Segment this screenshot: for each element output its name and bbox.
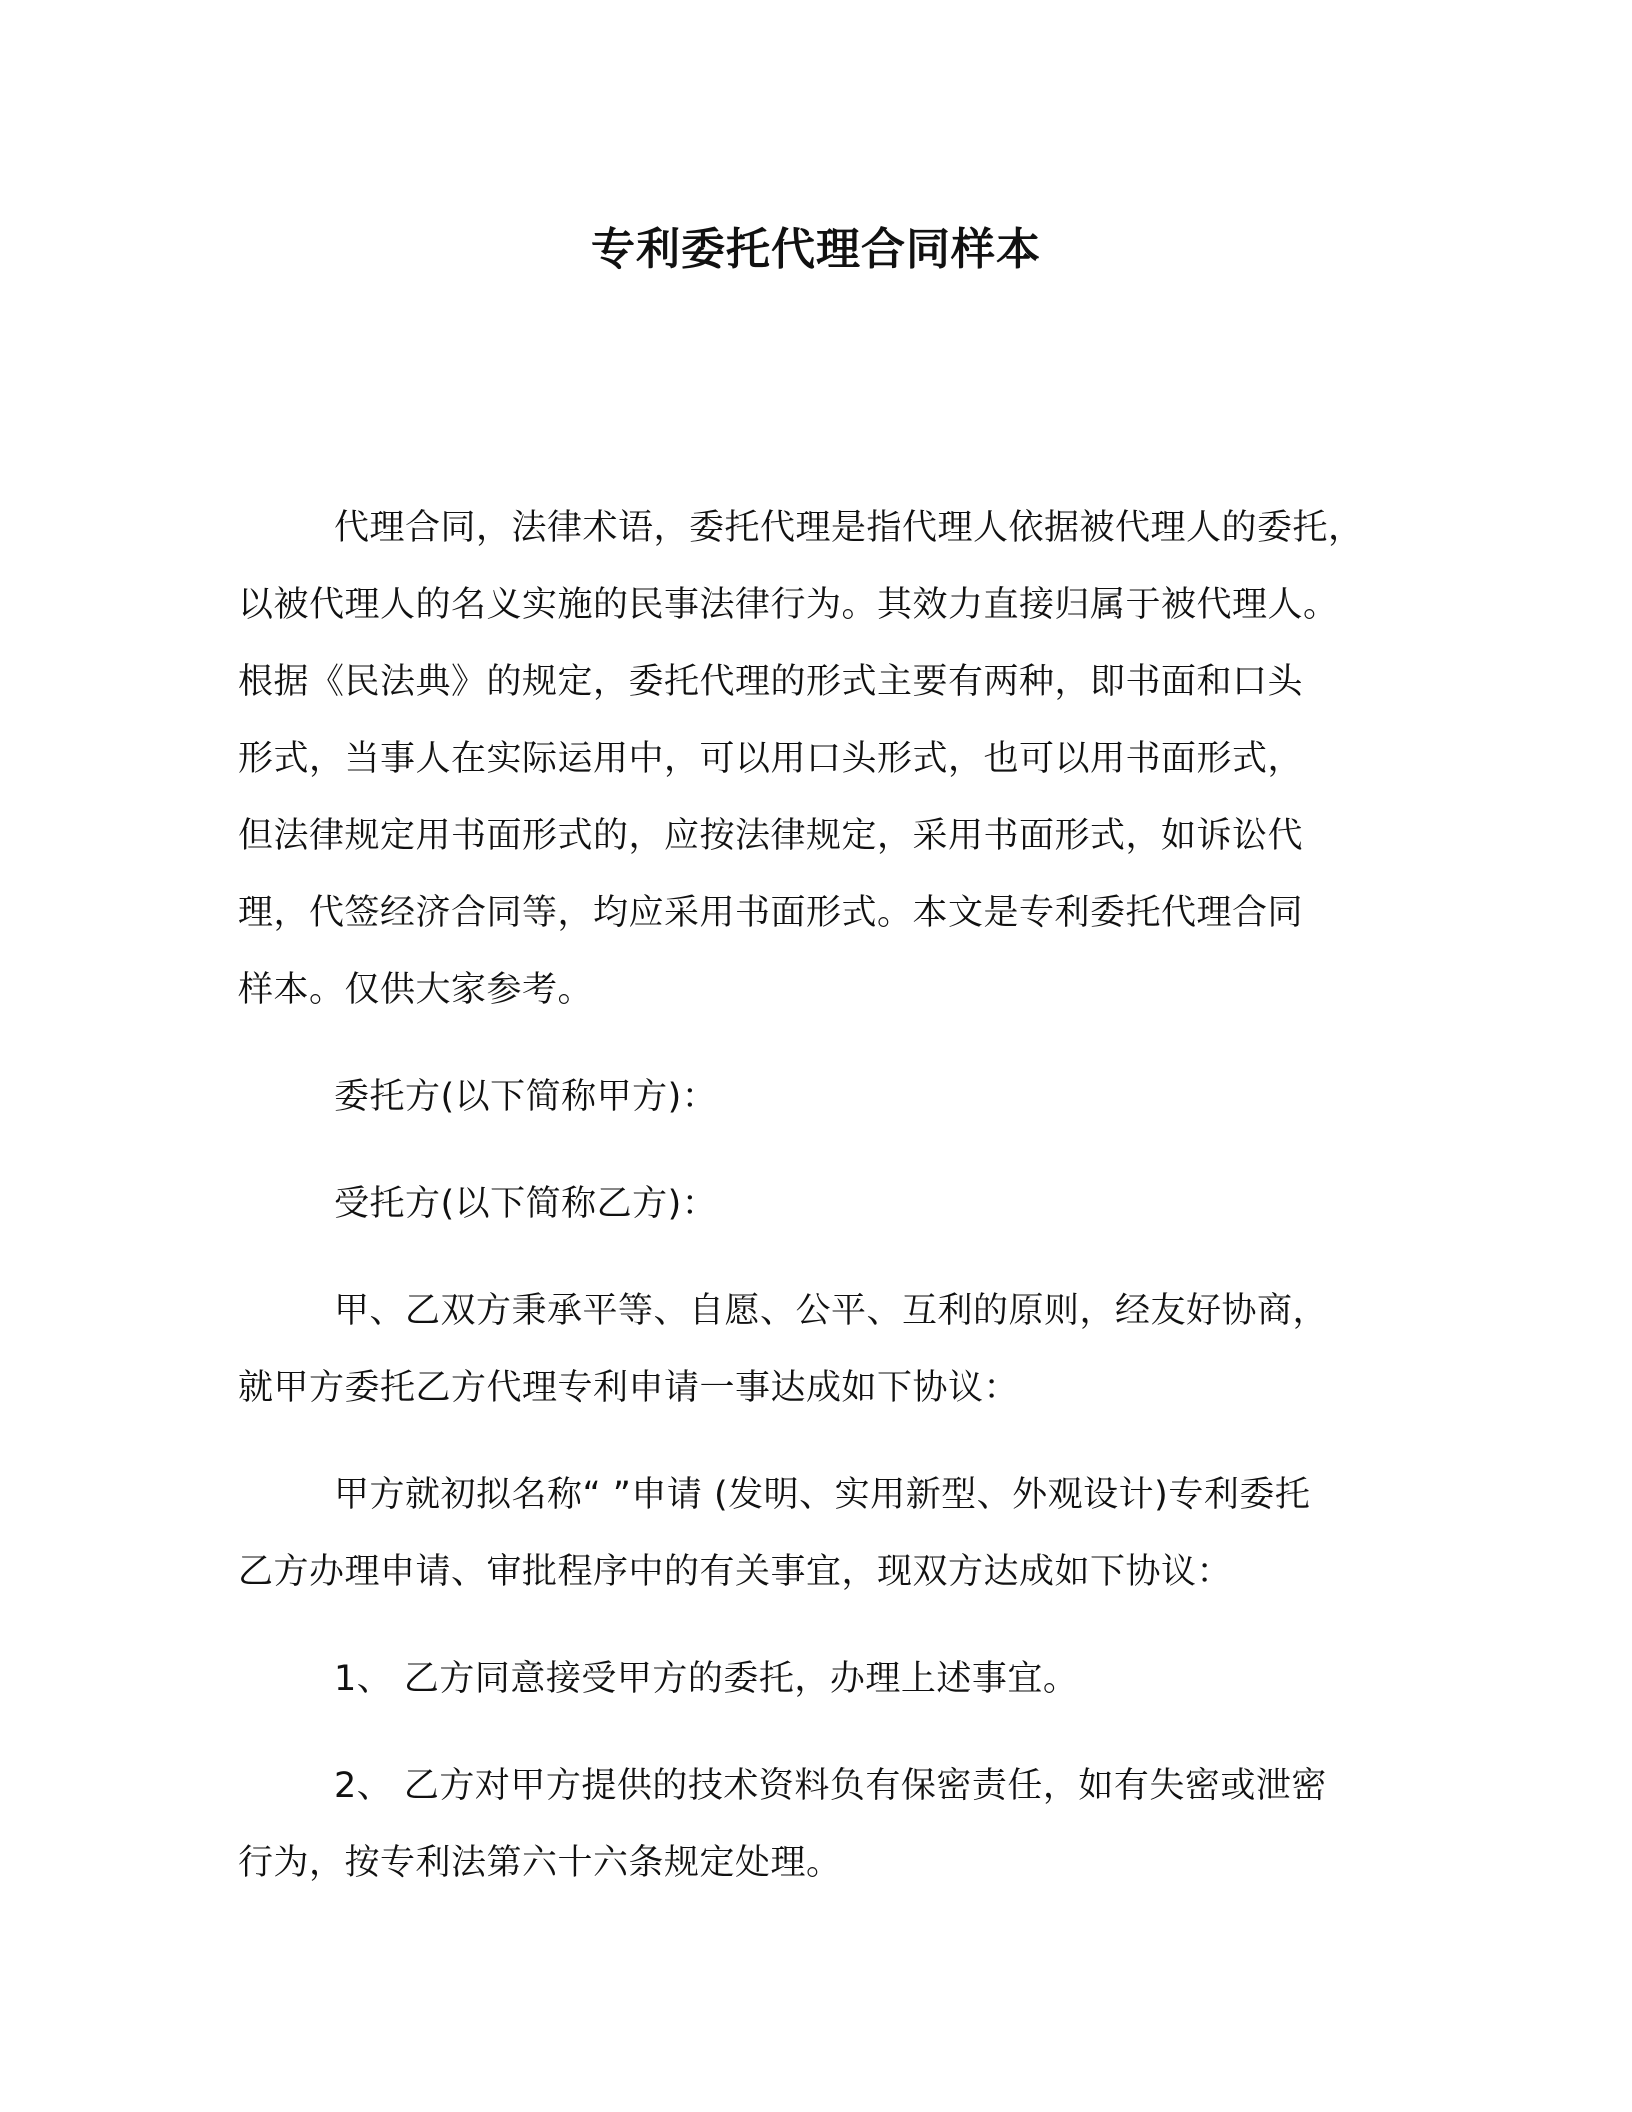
- intro-line: 形式，当事人在实际运用中，可以用口头形式，也可以用书面形式，: [238, 739, 1304, 779]
- matter-line: 甲方就初拟名称“ ”申请 (发明、实用新型、外观设计)专利委托: [334, 1475, 1311, 1515]
- document-title: 专利委托代理合同样本: [591, 224, 1041, 275]
- clause-1-line: 1、 乙方同意接受甲方的委托，办理上述事宜。: [334, 1659, 1079, 1699]
- intro-line: 但法律规定用书面形式的，应按法律规定，采用书面形式，如诉讼代: [238, 816, 1304, 856]
- intro-line: 样本。仅供大家参考。: [238, 970, 594, 1010]
- agreement-line: 甲、乙双方秉承平等、自愿、公平、互利的原则，经友好协商，: [334, 1291, 1329, 1331]
- intro-line: 理，代签经济合同等，均应采用书面形式。本文是专利委托代理合同: [238, 893, 1304, 933]
- party-a-line: [238, 1059, 1388, 1136]
- party-b-line: [238, 1166, 1388, 1243]
- intro-paragraph: [238, 490, 1388, 1029]
- clause-2-line: 2、 乙方对甲方提供的技术资料负有保密责任，如有失密或泄密: [334, 1766, 1327, 1806]
- clause-2: [238, 1748, 1388, 1902]
- clause-2-line: 行为，按专利法第六十六条规定处理。: [238, 1843, 842, 1883]
- party-a-text: 委托方(以下简称甲方)：: [334, 1077, 718, 1117]
- agreement-line: 就甲方委托乙方代理专利申请一事达成如下协议：: [238, 1368, 1020, 1408]
- clause-1: [238, 1641, 1388, 1718]
- intro-line: 根据《民法典》的规定，委托代理的形式主要有两种，即书面和口头: [238, 662, 1304, 702]
- matter-paragraph: [238, 1457, 1388, 1611]
- matter-line: 乙方办理申请、审批程序中的有关事宜，现双方达成如下协议：: [238, 1552, 1233, 1592]
- intro-line: 代理合同，法律术语，委托代理是指代理人依据被代理人的委托，: [334, 508, 1364, 548]
- agreement-paragraph: [238, 1273, 1388, 1427]
- document-body: [238, 490, 1388, 1902]
- party-b-text: 受托方(以下简称乙方)：: [334, 1184, 718, 1224]
- intro-line: 以被代理人的名义实施的民事法律行为。其效力直接归属于被代理人。: [238, 585, 1339, 625]
